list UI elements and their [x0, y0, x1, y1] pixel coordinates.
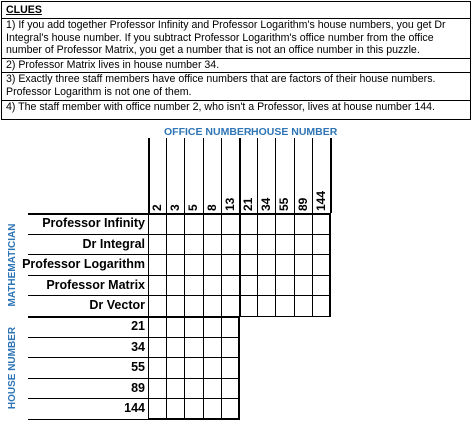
grid-cell[interactable]	[221, 357, 240, 379]
grid-cell[interactable]	[148, 275, 167, 297]
grid-cell[interactable]	[184, 378, 203, 400]
grid-cell[interactable]	[148, 316, 167, 338]
mathematician-row-label: Professor Matrix	[46, 277, 145, 292]
grid-cell[interactable]	[166, 398, 185, 420]
house-number-header: HOUSE NUMBER	[251, 126, 338, 138]
column-number: 144	[313, 190, 328, 211]
grid-cell[interactable]	[203, 213, 222, 235]
grid-cell[interactable]	[257, 213, 276, 235]
grid-cell[interactable]	[148, 337, 167, 359]
grid-cell[interactable]	[203, 378, 222, 400]
column-number: 3	[168, 204, 183, 211]
office-number-header: OFFICE NUMBER	[164, 126, 252, 138]
column-divider	[148, 138, 150, 213]
column-divider	[312, 138, 313, 213]
clue-3: 3) Exactly three staff members have office numbers that are factors of their house numbers. Professor Logarithm is not one of them.	[2, 72, 470, 98]
house-col-label	[275, 141, 293, 213]
grid-cell[interactable]	[312, 213, 331, 235]
column-divider	[257, 138, 258, 213]
grid-cell[interactable]	[184, 234, 203, 256]
grid-cell[interactable]	[275, 295, 294, 317]
grid-cell[interactable]	[148, 213, 167, 235]
grid-cell[interactable]	[312, 234, 331, 256]
house-col-label	[294, 141, 312, 213]
row-divider	[28, 295, 148, 296]
mathematician-row-label: Dr Vector	[89, 298, 145, 313]
row-divider	[28, 213, 148, 215]
mathematician-row-label: Professor Infinity	[42, 216, 145, 230]
grid-cell[interactable]	[203, 337, 222, 359]
house-row-label: 144	[124, 401, 145, 416]
grid-cell[interactable]	[257, 295, 276, 317]
grid-cell[interactable]	[184, 316, 203, 338]
house-col-label	[312, 141, 330, 213]
grid-cell[interactable]	[275, 234, 294, 256]
grid-cell[interactable]	[203, 254, 222, 276]
grid-cell[interactable]	[312, 254, 331, 276]
grid-cell[interactable]	[275, 213, 294, 235]
grid-cell[interactable]	[166, 254, 185, 276]
grid-cell[interactable]	[166, 337, 185, 359]
house-col-label	[239, 141, 257, 213]
grid-cell[interactable]	[221, 234, 240, 256]
grid-cell[interactable]	[184, 357, 203, 379]
house-row-label: 55	[131, 360, 145, 375]
clue-2: 2) Professor Matrix lives in house number 34.	[2, 58, 470, 72]
grid-cell[interactable]	[148, 295, 167, 317]
row-divider	[28, 234, 148, 235]
grid-cell[interactable]	[239, 254, 258, 276]
clues-title: CLUES	[6, 4, 42, 16]
row-divider	[28, 419, 148, 420]
office-col-label	[166, 141, 184, 213]
column-divider	[275, 138, 276, 213]
grid-cell[interactable]	[184, 213, 203, 235]
grid-cell[interactable]	[221, 213, 240, 235]
column-number: 2	[150, 204, 164, 211]
grid-cell[interactable]	[239, 213, 258, 235]
grid-cell[interactable]	[294, 234, 313, 256]
grid-cell[interactable]	[166, 357, 185, 379]
grid-cell[interactable]	[257, 234, 276, 256]
column-divider	[184, 138, 185, 213]
grid-cell[interactable]	[239, 234, 258, 256]
column-number: 34	[259, 197, 274, 211]
column-divider	[294, 138, 295, 213]
grid-cell[interactable]	[184, 398, 203, 420]
house-col-label	[257, 141, 275, 213]
mathematician-row-label: Professor Logarithm	[22, 257, 145, 272]
column-divider	[221, 138, 222, 213]
grid-cell[interactable]	[203, 398, 222, 420]
grid-cell[interactable]	[184, 295, 203, 317]
house-row-label: 34	[131, 339, 145, 354]
grid-cell[interactable]	[312, 295, 331, 317]
column-divider	[203, 138, 204, 213]
house-row-label: 21	[131, 319, 145, 333]
grid-cell[interactable]	[184, 337, 203, 359]
grid-cell[interactable]	[166, 275, 185, 297]
grid-cell[interactable]	[203, 357, 222, 379]
column-divider	[166, 138, 167, 213]
column-number: 13	[222, 197, 237, 211]
column-number: 89	[295, 197, 310, 211]
grid-cell[interactable]	[148, 254, 167, 276]
clues-box	[1, 1, 471, 120]
house-row-label: 89	[131, 380, 145, 395]
grid-cell[interactable]	[275, 275, 294, 297]
grid-cell[interactable]	[239, 275, 258, 297]
grid-cell[interactable]	[294, 275, 313, 297]
grid-cell[interactable]	[294, 213, 313, 235]
column-number: 8	[204, 204, 219, 211]
grid-cell[interactable]	[221, 254, 240, 276]
grid-cell[interactable]	[239, 295, 258, 317]
grid-cell[interactable]	[221, 295, 240, 317]
clue-1: 1) If you add together Professor Infinity and Professor Logarithm's house numbers, you get Dr Integral's house number. If you subtract Professor Logarithm's office number from the office number of Professor Matrix, you get a number that is not an office number in this puzzle.	[2, 18, 470, 57]
grid-cell[interactable]	[166, 213, 185, 235]
grid-cell[interactable]	[221, 275, 240, 297]
grid-cell[interactable]	[203, 234, 222, 256]
grid-cell[interactable]	[184, 275, 203, 297]
grid-cell[interactable]	[203, 316, 222, 338]
row-divider	[28, 337, 148, 338]
office-col-label	[148, 141, 166, 213]
grid-cell[interactable]	[221, 337, 240, 359]
mathematician-category-label: MATHEMATICIAN	[7, 223, 18, 306]
row-divider	[28, 316, 148, 318]
grid-cell[interactable]	[221, 398, 240, 420]
row-divider	[28, 398, 148, 399]
grid-cell[interactable]	[148, 398, 167, 420]
row-divider	[28, 378, 148, 379]
mathematician-row-label: Dr Integral	[82, 236, 145, 251]
grid-cell[interactable]	[221, 378, 240, 400]
grid-cell[interactable]	[203, 275, 222, 297]
office-col-label	[221, 141, 239, 213]
column-divider	[330, 138, 332, 213]
grid-cell[interactable]	[166, 295, 185, 317]
column-divider	[239, 138, 241, 213]
grid-cell[interactable]	[148, 234, 167, 256]
grid-cell[interactable]	[294, 295, 313, 317]
grid-cell[interactable]	[166, 316, 185, 338]
grid-cell[interactable]	[221, 316, 240, 338]
grid-cell[interactable]	[257, 254, 276, 276]
row-divider	[28, 357, 148, 358]
row-divider	[28, 254, 148, 255]
grid-cell[interactable]	[166, 234, 185, 256]
grid-cell[interactable]	[166, 378, 185, 400]
grid-cell[interactable]	[294, 254, 313, 276]
grid-cell[interactable]	[257, 275, 276, 297]
office-col-label	[203, 141, 221, 213]
column-number: 55	[277, 197, 292, 211]
grid-cell[interactable]	[203, 295, 222, 317]
column-number: 5	[186, 204, 201, 211]
office-col-label	[184, 141, 202, 213]
house-number-category-label: HOUSE NUMBER	[7, 326, 18, 409]
grid-cell[interactable]	[148, 357, 167, 379]
clue-4: 4) The staff member with office number 2, who isn't a Professor, lives at house number 144.	[2, 100, 470, 114]
column-number: 21	[241, 197, 255, 211]
grid-cell[interactable]	[184, 254, 203, 276]
grid-cell[interactable]	[275, 254, 294, 276]
grid-cell[interactable]	[312, 275, 331, 297]
grid-cell[interactable]	[148, 378, 167, 400]
row-divider	[28, 275, 148, 276]
